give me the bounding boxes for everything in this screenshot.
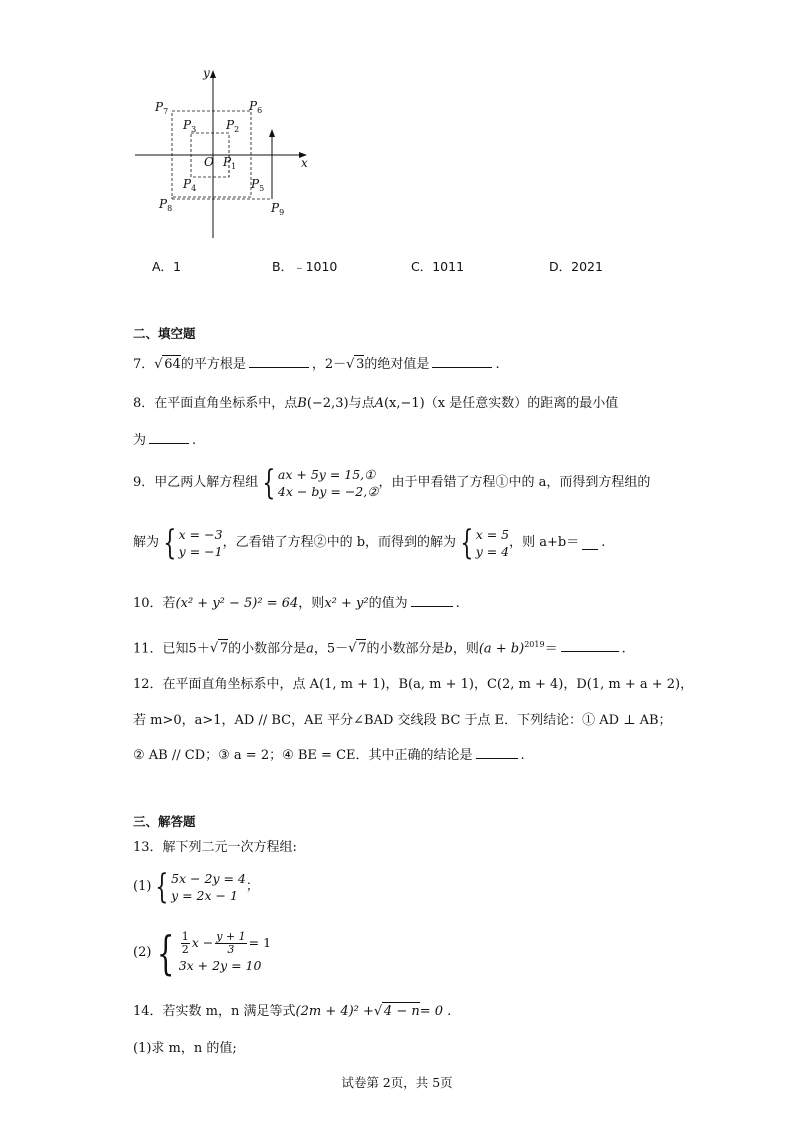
question-7: 7． √ 64的平方根是 ，2－ √ 3的绝对值是 .	[133, 357, 500, 372]
y-axis-arrow	[210, 70, 216, 78]
question-9-line1: 9．甲乙两人解方程组 { ax + 5y = 15,① 4x − by = −2,② ，由于甲看错了方程①中的 a，而得到方程组的	[133, 463, 651, 503]
q7-blank-1[interactable]	[249, 355, 309, 368]
coordinate-figure	[125, 62, 325, 247]
q12-blank[interactable]	[476, 746, 518, 759]
page-footer: 试卷第 2页，共 5页	[341, 1075, 453, 1090]
question-12-line2: 若 m>0，a>1，AD // BC，AE 平分∠BAD 交线段 BC 于点 E．下列结论：① AD ⊥ AB；	[133, 713, 672, 728]
q8-blank[interactable]	[149, 431, 189, 444]
q13-system-2: { $\frac{1}{2}$ x − $\frac{y + 1}{3}$ = 1 3x + 2y = 10	[157, 926, 272, 980]
point-label-p7: $P_7$	[155, 100, 169, 116]
choice-b[interactable]: B．﹣1010	[272, 259, 338, 274]
choice-c[interactable]: C．1011	[411, 259, 465, 274]
origin-label: O	[204, 155, 214, 169]
axis-x-label: x	[301, 156, 308, 170]
section-answer-title: 三、解答题	[133, 814, 196, 829]
question-14-part1: (1)求 m，n 的值;	[133, 1041, 237, 1056]
point-label-p8: $P_8$	[159, 197, 173, 213]
spiral-arrow-head	[269, 129, 275, 137]
question-13-part1: (1) { 5x − 2y = 4 y = 2x − 1 ；	[133, 867, 259, 907]
question-12-line1: 12．在平面直角坐标系中，点 A(1, m + 1)，B(a, m + 1)，C(2, m + 4)，D(1, m + a + 2)，	[133, 677, 694, 692]
point-label-p4: $P_4$	[183, 177, 197, 193]
q9-system-1: { ax + 5y = 15,① 4x − by = −2,②	[262, 463, 379, 503]
point-label-p5: $P_5$	[251, 177, 265, 193]
point-label-p1: $P_1$	[223, 155, 237, 171]
question-11: 11．已知5＋ √ 7的小数部分是a，5－ √ 7的小数部分是b，则$(a + b)^{2019}=$ .	[133, 640, 626, 657]
question-14: 14．若实数 m，n 满足等式(2m + 4)² + √ 4 − n= 0 .	[133, 1004, 452, 1019]
q13-system-1: { 5x − 2y = 4 y = 2x − 1	[155, 867, 246, 907]
point-label-p6: $P_6$	[249, 99, 263, 115]
question-9-line2: 解为 { x = −3 y = −1 ，乙看错了方程②中的 b，而得到的解为 { x = 5 y = 4 ，则 a+b＝ .	[133, 523, 606, 563]
q9-system-3: { x = 5 y = 4	[460, 523, 510, 563]
q10-blank[interactable]	[411, 594, 453, 607]
choice-d[interactable]: D．2021	[549, 259, 603, 274]
choice-a[interactable]: A．1	[152, 259, 182, 274]
question-12-line3: ② AB // CD；③ a = 2；④ BE = CE．其中正确的结论是 .	[133, 748, 525, 763]
q11-blank[interactable]	[561, 639, 619, 652]
point-label-p2: $P_2$	[226, 118, 240, 134]
axis-y-label: y	[203, 66, 210, 80]
question-10: 10．若(x² + y² − 5)² = 64，则x² + y²的值为 .	[133, 596, 460, 611]
question-8-line1: 8．在平面直角坐标系中，点B(−2,3)与点A(x,−1)（x 是任意实数）的距离的最小值	[133, 396, 619, 411]
section-fill-in-title: 二、填空题	[133, 326, 196, 341]
question-13-part2: (2) { $\frac{1}{2}$ x − $\frac{y + 1}{3}$ = 1 3x + 2y = 10	[133, 926, 272, 980]
question-8-line2: 为 .	[133, 433, 197, 448]
q9-system-2: { x = −3 y = −1	[163, 523, 223, 563]
q9-blank[interactable]	[582, 537, 598, 550]
point-label-p3: $P_3$	[183, 118, 197, 134]
q7-blank-2[interactable]	[432, 355, 492, 368]
point-label-p9: $P_9$	[271, 201, 285, 217]
question-13-title: 13．解下列二元一次方程组:	[133, 840, 297, 855]
